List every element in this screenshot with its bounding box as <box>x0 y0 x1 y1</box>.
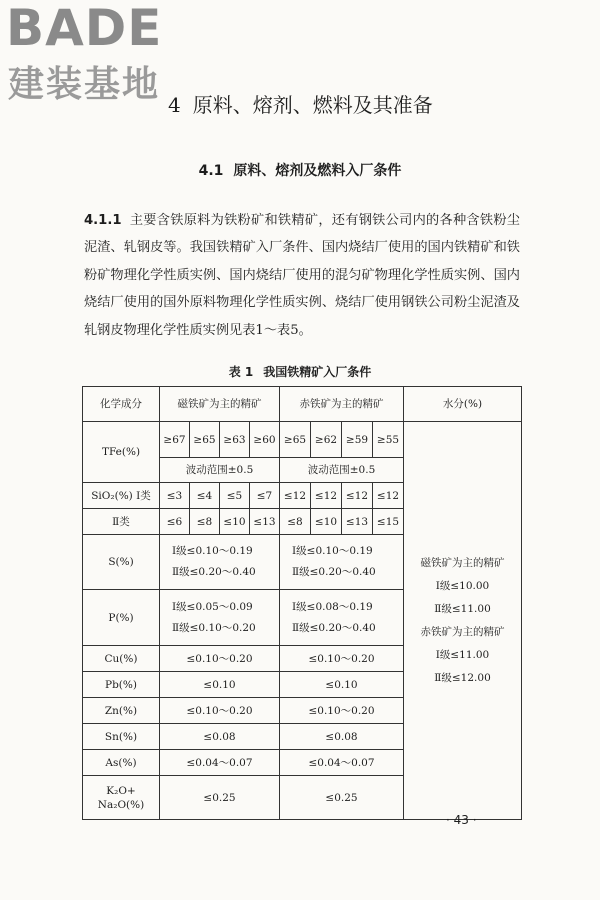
sn-hematite: ≤0.08 <box>280 724 404 750</box>
sio2-class2-magnetite-cell: ≤6 <box>160 509 190 535</box>
header-moisture: 水分(%) <box>404 387 522 422</box>
moisture-hematite-title: 赤铁矿为主的精矿 <box>420 625 505 638</box>
sio2-class1-hematite-cell: ≤12 <box>311 483 342 509</box>
moisture-magnetite-grade-1: Ⅰ级≤10.00 <box>435 579 490 592</box>
s-label: S(%) <box>83 535 160 590</box>
sio2-class2-magnetite-cell: ≤10 <box>220 509 250 535</box>
sio2-class1-hematite-cell: ≤12 <box>342 483 373 509</box>
moisture-cell <box>404 422 522 820</box>
s-magnetite <box>160 535 280 590</box>
clause-number: 4.1.1 <box>84 213 122 228</box>
moisture-magnetite-title: 磁铁矿为主的精矿 <box>420 556 505 569</box>
s-hematite-grade-1: Ⅰ级≤0.10～0.19 <box>292 545 373 557</box>
sn-label: Sn(%) <box>83 724 160 750</box>
p-hematite-grade-1: Ⅰ级≤0.08～0.19 <box>292 600 373 613</box>
s-magnetite-grade-2: Ⅱ级≤0.20～0.40 <box>172 566 256 578</box>
sio2-class2-hematite-cell: ≤15 <box>373 509 404 535</box>
alkali-label-line-1: K₂O+ <box>106 784 136 797</box>
pb-magnetite: ≤0.10 <box>160 672 280 698</box>
pb-label: Pb(%) <box>83 672 160 698</box>
logo-brand: BADE <box>6 0 163 57</box>
section-title <box>0 160 600 182</box>
cu-magnetite: ≤0.10～0.20 <box>160 646 280 672</box>
zn-hematite: ≤0.10～0.20 <box>280 698 404 724</box>
clause-paragraph <box>84 207 520 344</box>
clause-text: 主要含铁原料为铁粉矿和铁精矿，还有钢铁公司内的各种含铁粉尘泥渣、轧钢皮等。我国铁精矿入厂条件、国内烧结厂使用的国内铁精矿和铁粉矿物理化学性质实例、国内烧结厂使用的混匀矿物理化学性质实例、国内烧结厂使用的国外原料物理化学性质实例、烧结厂使用钢铁公司粉尘泥渣及轧钢皮物理化学性质实例见表1～表5。 <box>84 213 520 338</box>
table-caption <box>0 363 600 381</box>
cu-hematite: ≤0.10～0.20 <box>280 646 404 672</box>
tfe-hematite-cell: ≥59 <box>342 422 373 458</box>
chapter-title-text: 原料、熔剂、燃料及其准备 <box>192 93 433 117</box>
s-hematite <box>280 535 404 590</box>
spec-table <box>82 386 522 820</box>
tfe-range-magnetite: 波动范围±0.5 <box>160 458 280 483</box>
as-magnetite: ≤0.04～0.07 <box>160 750 280 776</box>
sio2-class1-magnetite-cell: ≤4 <box>190 483 220 509</box>
p-label: P(%) <box>83 590 160 646</box>
logo-subtitle: 建装基地 <box>8 64 161 105</box>
watermark-logo <box>4 0 176 114</box>
s-magnetite-grade-1: Ⅰ级≤0.10～0.19 <box>172 545 253 557</box>
p-magnetite-grade-1: Ⅰ级≤0.05～0.09 <box>172 600 253 613</box>
p-magnetite-grade-2: Ⅱ级≤0.10～0.20 <box>172 621 256 634</box>
sio2-class2-hematite-cell: ≤13 <box>342 509 373 535</box>
table-caption-number: 表 1 <box>228 365 254 379</box>
alkali-hematite: ≤0.25 <box>280 776 404 820</box>
alkali-magnetite: ≤0.25 <box>160 776 280 820</box>
sio2-class1-magnetite-cell: ≤5 <box>220 483 250 509</box>
alkali-label-line-2: Na₂O(%) <box>97 798 145 811</box>
sn-magnetite: ≤0.08 <box>160 724 280 750</box>
tfe-hematite-cell: ≥65 <box>280 422 311 458</box>
tfe-magnetite-cell: ≥63 <box>220 422 250 458</box>
table-row <box>83 422 522 458</box>
tfe-label: TFe(%) <box>83 422 160 483</box>
moisture-magnetite-grade-2: Ⅱ级≤11.00 <box>434 602 491 615</box>
sio2-class2-hematite-cell: ≤8 <box>280 509 311 535</box>
tfe-magnetite-cell: ≥65 <box>190 422 220 458</box>
p-hematite <box>280 590 404 646</box>
pb-hematite: ≤0.10 <box>280 672 404 698</box>
header-component: 化学成分 <box>83 387 160 422</box>
sio2-class1-hematite-cell: ≤12 <box>373 483 404 509</box>
sio2-class2-label: Ⅱ类 <box>83 509 160 535</box>
alkali-label <box>83 776 160 820</box>
moisture-hematite-grade-1: Ⅰ级≤11.00 <box>435 648 490 661</box>
p-magnetite <box>160 590 280 646</box>
zn-label: Zn(%) <box>83 698 160 724</box>
table-header-row <box>83 387 522 422</box>
zn-magnetite: ≤0.10～0.20 <box>160 698 280 724</box>
cu-label: Cu(%) <box>83 646 160 672</box>
sio2-class2-magnetite-cell: ≤8 <box>190 509 220 535</box>
section-title-text: 原料、熔剂及燃料入厂条件 <box>233 163 402 179</box>
tfe-range-hematite: 波动范围±0.5 <box>280 458 404 483</box>
tfe-magnetite-cell: ≥67 <box>160 422 190 458</box>
page-number: · 43 · <box>446 813 477 827</box>
sio2-class1-hematite-cell: ≤12 <box>280 483 311 509</box>
sio2-class1-label: SiO₂(%) Ⅰ类 <box>83 483 160 509</box>
tfe-magnetite-cell: ≥60 <box>250 422 280 458</box>
moisture-hematite-grade-2: Ⅱ级≤12.00 <box>434 671 491 684</box>
tfe-hematite-cell: ≥62 <box>311 422 342 458</box>
sio2-class1-magnetite-cell: ≤7 <box>250 483 280 509</box>
tfe-hematite-cell: ≥55 <box>373 422 404 458</box>
sio2-class1-magnetite-cell: ≤3 <box>160 483 190 509</box>
s-hematite-grade-2: Ⅱ级≤0.20～0.40 <box>292 566 376 578</box>
chapter-number: 4 <box>168 93 181 117</box>
chapter-title <box>168 90 433 120</box>
table-caption-title: 我国铁精矿入厂条件 <box>263 365 372 379</box>
sio2-class2-magnetite-cell: ≤13 <box>250 509 280 535</box>
as-hematite: ≤0.04～0.07 <box>280 750 404 776</box>
header-magnetite: 磁铁矿为主的精矿 <box>160 387 280 422</box>
section-number: 4.1 <box>198 163 224 179</box>
p-hematite-grade-2: Ⅱ级≤0.20～0.40 <box>292 621 376 634</box>
as-label: As(%) <box>83 750 160 776</box>
sio2-class2-hematite-cell: ≤10 <box>311 509 342 535</box>
header-hematite: 赤铁矿为主的精矿 <box>280 387 404 422</box>
